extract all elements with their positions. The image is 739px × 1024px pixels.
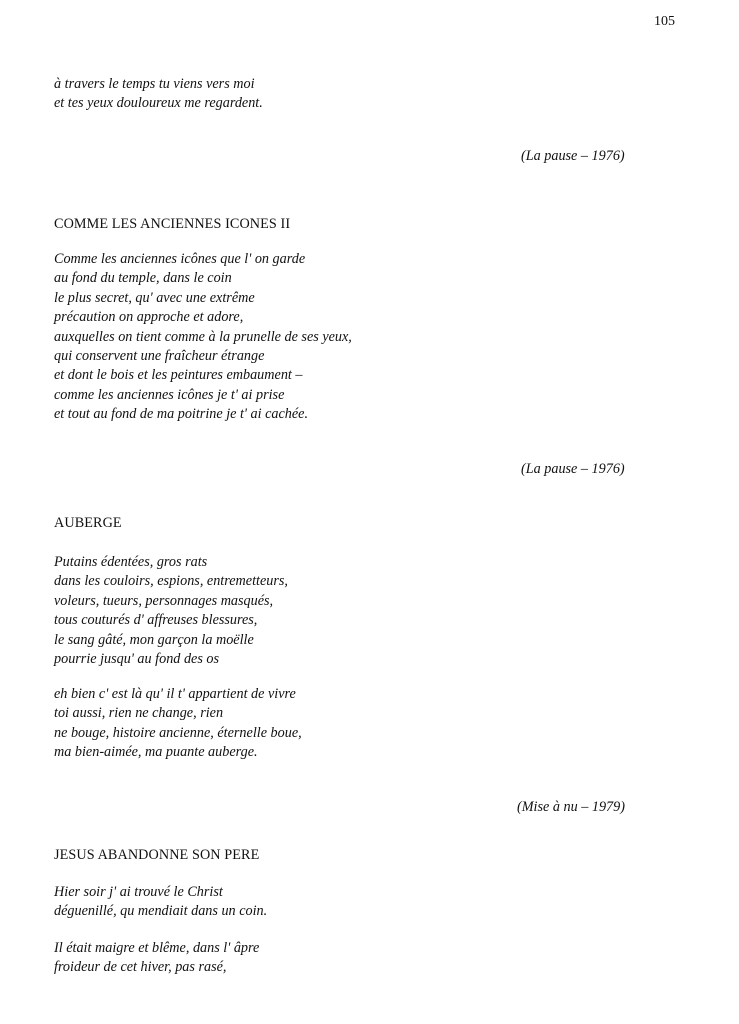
verse-line: tous couturés d' affreuses blessures,: [54, 612, 258, 629]
verse-line: toi aussi, rien ne change, rien: [54, 705, 224, 722]
verse-line: qui conservent une fraîcheur étrange: [54, 348, 265, 365]
verse-line: eh bien c' est là qu' il t' appartient de vivre: [54, 686, 296, 702]
verse-line: Hier soir j' ai trouvé le Christ: [54, 884, 223, 900]
poem-title-jesus: JESUS ABANDONNE SON PERE: [54, 847, 260, 863]
page-number: 105: [654, 14, 675, 29]
verse-line: et tout au fond de ma poitrine je t' ai cachée.: [54, 406, 309, 423]
verse-line: et dont le bois et les peintures embaument –: [54, 367, 303, 384]
poem-title-icones: COMME LES ANCIENNES ICONES II: [54, 216, 291, 232]
verse-line: au fond du temple, dans le coin: [54, 270, 232, 287]
verse-line: déguenillé, qu mendiait dans un coin.: [54, 903, 268, 920]
verse-line: ma bien-aimée, ma puante auberge.: [54, 744, 258, 761]
verse-line: le plus secret, qu' avec une extrême: [54, 289, 255, 306]
verse-line: et tes yeux douloureux me regardent.: [54, 95, 263, 112]
verse-line: ne bouge, histoire ancienne, éternelle boue,: [54, 724, 302, 741]
poem-verse-jesus-stanza-2: [54, 939, 259, 978]
verse-line: dans les couloirs, espions, entremetteurs,: [54, 573, 288, 590]
verse-line: auxquelles on tient comme à la prunelle de ses yeux,: [54, 328, 352, 345]
verse-line: pourrie jusqu' au fond des os: [54, 651, 220, 668]
verse-line: voleurs, tueurs, personnages masqués,: [54, 592, 274, 609]
poem-title-auberge: AUBERGE: [54, 515, 122, 531]
poem-source-auberge: (Mise à nu – 1979): [517, 799, 625, 815]
poem-verse-jesus-stanza-1: [54, 883, 267, 922]
verse-line: Comme les anciennes icônes que l' on garde: [54, 251, 306, 267]
verse-line: précaution on approche et adore,: [54, 309, 244, 326]
verse-line: froideur de cet hiver, pas rasé,: [54, 959, 227, 976]
poem-verse-auberge-stanza-1: [54, 553, 288, 669]
fragment-source: (La pause – 1976): [521, 148, 625, 164]
verse-line: comme les anciennes icônes je t' ai prise: [54, 386, 285, 403]
fragment-verse: [54, 75, 263, 114]
verse-line: à travers le temps tu viens vers moi: [54, 76, 255, 92]
poem-verse-auberge-stanza-2: [54, 685, 302, 763]
poem-source-icones: (La pause – 1976): [521, 461, 625, 477]
verse-line: le sang gâté, mon garçon la moëlle: [54, 631, 254, 648]
verse-line: Putains édentées, gros rats: [54, 554, 208, 570]
verse-line: Il était maigre et blême, dans l' âpre: [54, 940, 260, 956]
poem-verse-icones: [54, 250, 352, 425]
